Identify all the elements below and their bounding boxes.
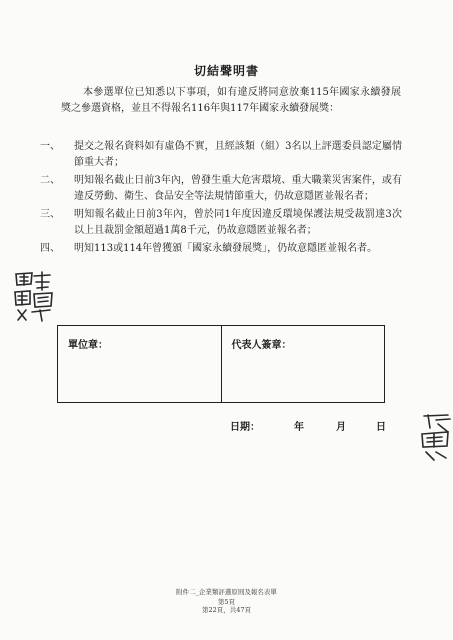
document-title: 切結聲明書 bbox=[193, 64, 259, 78]
date-label: 日期： bbox=[230, 422, 260, 433]
item-number: 三、 bbox=[40, 209, 60, 220]
item-text: 明知113或114年曾獲頒「國家永續發展獎」，仍故意隱匿並報名者。 bbox=[74, 243, 378, 254]
date-year: 年 bbox=[294, 422, 304, 433]
footer-page-total: 第22頁，共47頁 bbox=[201, 606, 252, 614]
intro-paragraph: 本參選單位已知悉以下事項，如有違反將同意放棄115年國家永續發展獎之參選資格，並且不得報名116年與117年國家永續發展獎： bbox=[61, 87, 401, 114]
footer-attachment: 附件二_企業類評選原則及報名表單 bbox=[176, 588, 277, 596]
date-day: 日 bbox=[376, 422, 386, 433]
seal-stamp-icon bbox=[12, 270, 56, 322]
list-item bbox=[40, 173, 402, 204]
list-item bbox=[40, 139, 402, 170]
representative-signature-cell[interactable] bbox=[221, 326, 385, 402]
edge-stamp-icon bbox=[418, 412, 452, 462]
item-text: 明知報名截止日前3年內，曾發生重大危害環境、重大職業災害案件，或有違反勞動、衛生、食品安全等法規情節重大，仍故意隱匿並報名者； bbox=[74, 175, 402, 202]
item-number: 二、 bbox=[40, 175, 60, 186]
item-text: 提交之報名資料如有虛偽不實，且經該類（組）3名以上評選委員認定屬情節重大者； bbox=[74, 141, 402, 168]
representative-label: 代表人簽章： bbox=[231, 340, 292, 351]
unit-stamp-cell[interactable] bbox=[58, 326, 221, 402]
item-number: 一、 bbox=[40, 141, 60, 152]
item-number: 四、 bbox=[40, 243, 60, 254]
footer-page-local: 第5頁 bbox=[217, 598, 236, 606]
unit-stamp-label: 單位章： bbox=[68, 340, 108, 351]
signature-table bbox=[57, 325, 385, 403]
list-item bbox=[40, 207, 402, 238]
item-text: 明知報名截止日前3年內，曾於同1年度因違反環境保護法規受裁罰達3次以上且裁罰金額超過1萬8千元，仍故意隱匿並報名者； bbox=[74, 209, 402, 236]
list-item bbox=[40, 241, 402, 257]
declaration-list bbox=[40, 139, 402, 260]
date-month: 月 bbox=[336, 422, 346, 433]
